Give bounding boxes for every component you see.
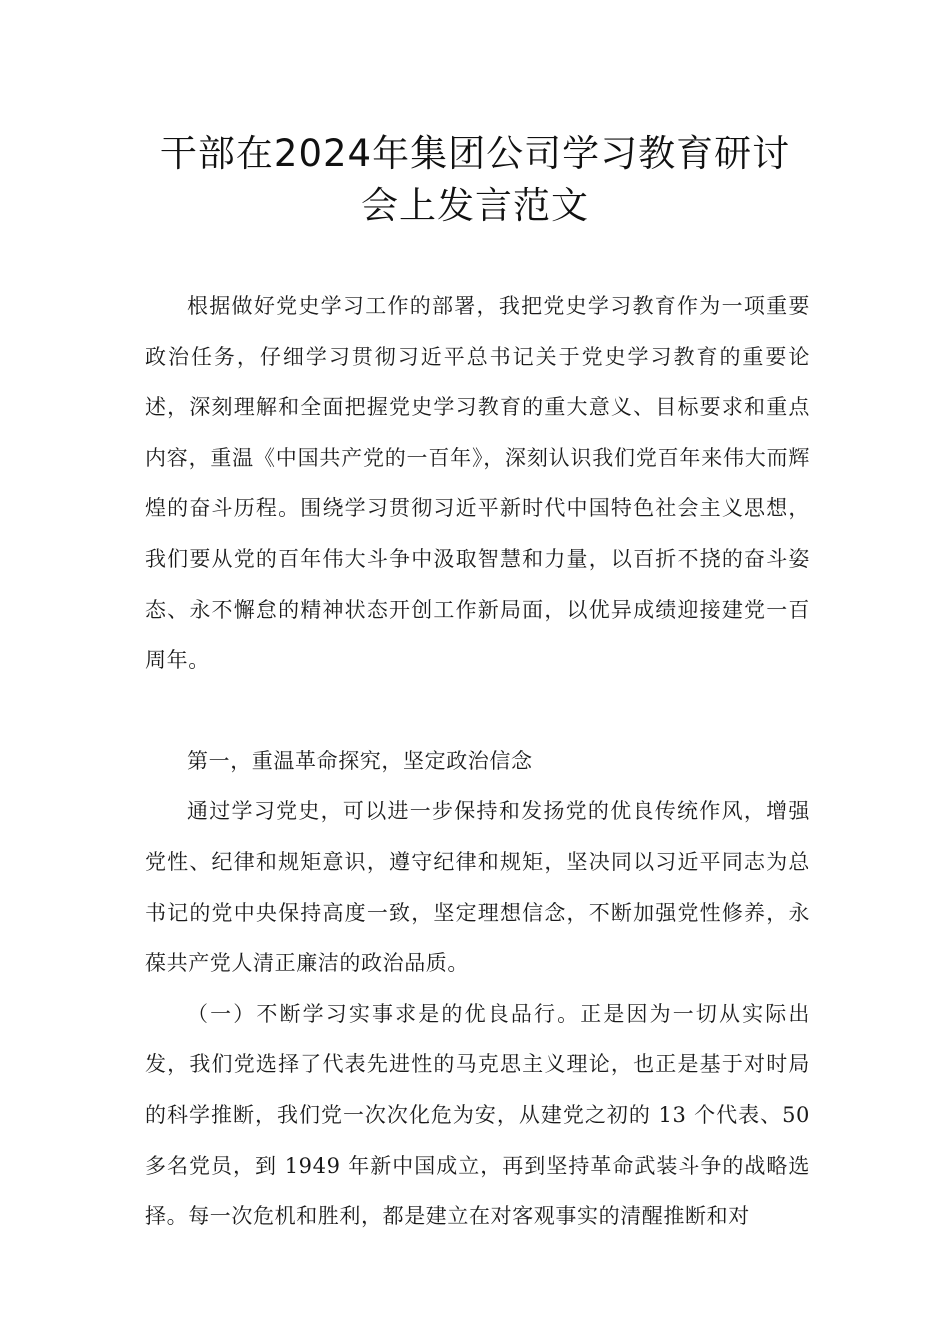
document-title <box>100 128 850 232</box>
section-paragraph: 通过学习党史，可以进一步保持和发扬党的优良传统作风，增强党性、纪律和规矩意识，遵守纪律和规矩，坚决同以习近平同志为总书记的党中央保持高度一致，坚定理想信念，不断加强党性修养，永葆共产党人清正廉洁的政治品质。 <box>145 799 810 976</box>
title-line-2: 会上发言范文 <box>361 184 589 227</box>
title-line-1: 干部在2024年集团公司学习教育研讨 <box>159 132 791 175</box>
document-body <box>145 281 810 1242</box>
section-heading: 第一，重温革命探究，坚定政治信念 <box>187 748 533 773</box>
intro-paragraph: 根据做好党史学习工作的部署，我把党史学习教育作为一项重要政治任务，仔细学习贯彻习近平总书记关于党史学习教育的重要论述，深刻理解和全面把握党史学习教育的重大意义、目标要求和重点内容，重温《中国共产党的一百年》，深刻认识我们党百年来伟大而辉煌的奋斗历程。围绕学习贯彻习近平新时代中国特色社会主义思想，我们要从党的百年伟大斗争中汲取智慧和力量，以百折不挠的奋斗姿态、永不懈怠的精神状态开创工作新局面，以优异成绩迎接建党一百周年。 <box>145 294 810 673</box>
subsection-paragraph: （一）不断学习实事求是的优良品行。正是因为一切从实际出发，我们党选择了代表先进性的马克思主义理论，也正是基于对时局的科学推断，我们党一次次化危为安，从建党之初的 13 个代表、50 多名党员，到 1949 年新中国成立，再到坚持革命武装斗争的战略选择。每一次危机和胜利，都是建立在对客观事实的清醒推断和对 <box>145 1001 810 1229</box>
